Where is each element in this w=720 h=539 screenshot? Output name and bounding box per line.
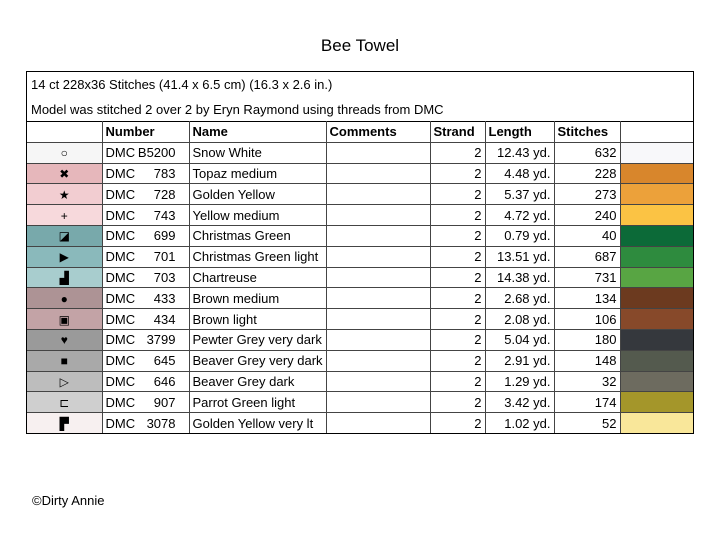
stitches-cell: 174 xyxy=(554,392,620,413)
table-row xyxy=(27,329,693,350)
color-swatch xyxy=(620,205,693,226)
stitches-cell: 134 xyxy=(554,288,620,309)
length-cell: 4.48 yd. xyxy=(485,163,554,184)
table-row xyxy=(27,392,693,413)
header-name: Name xyxy=(189,122,326,143)
number-cell xyxy=(102,413,189,433)
number-cell xyxy=(102,205,189,226)
thread-name: Beaver Grey dark xyxy=(189,371,326,392)
heart-icon: ♥ xyxy=(60,333,68,348)
filled-circle-icon: ● xyxy=(60,291,68,306)
number-cell xyxy=(102,288,189,309)
stitches-cell: 687 xyxy=(554,246,620,267)
thread-number: 701 xyxy=(153,249,176,265)
color-swatch xyxy=(620,163,693,184)
strand-cell: 2 xyxy=(430,350,485,371)
thread-name: Golden Yellow very lt xyxy=(189,413,326,433)
thread-name: Beaver Grey very dark xyxy=(189,350,326,371)
comments-cell xyxy=(326,267,430,288)
thread-name: Christmas Green xyxy=(189,225,326,246)
brand-label: DMC xyxy=(105,415,136,431)
strand-cell: 2 xyxy=(430,392,485,413)
outline-triangle-right-icon: ▷ xyxy=(59,374,69,389)
brand-label: DMC xyxy=(105,373,136,389)
stitches-cell: 731 xyxy=(554,267,620,288)
symbol-cell xyxy=(27,309,102,330)
number-cell xyxy=(102,267,189,288)
table-row xyxy=(27,142,693,163)
stitches-cell: 52 xyxy=(554,413,620,433)
brand-label: DMC xyxy=(105,394,136,410)
symbol-cell xyxy=(27,267,102,288)
header-strand: Strand xyxy=(430,122,485,143)
number-cell xyxy=(102,329,189,350)
comments-cell xyxy=(326,371,430,392)
half-filled-square-icon: ◪ xyxy=(58,229,70,244)
length-cell: 13.51 yd. xyxy=(485,246,554,267)
strand-cell: 2 xyxy=(430,329,485,350)
thread-name: Brown medium xyxy=(189,288,326,309)
thread-number: 743 xyxy=(153,207,176,223)
strand-cell: 2 xyxy=(430,163,485,184)
table-row xyxy=(27,184,693,205)
thread-name: Snow White xyxy=(189,142,326,163)
length-cell: 5.04 yd. xyxy=(485,329,554,350)
chart-title: Bee Towel xyxy=(320,36,400,55)
table-row xyxy=(27,205,693,226)
number-cell xyxy=(102,309,189,330)
thread-number: 433 xyxy=(153,290,176,306)
symbol-cell xyxy=(27,413,102,433)
table-row xyxy=(27,309,693,330)
model-credit-line: Model was stitched 2 over 2 by Eryn Raymond using threads from DMC xyxy=(31,102,444,117)
symbol-cell xyxy=(27,350,102,371)
thread-name: Christmas Green light xyxy=(189,246,326,267)
number-cell xyxy=(102,163,189,184)
number-cell xyxy=(102,371,189,392)
thread-number: 434 xyxy=(153,311,176,327)
table-row xyxy=(27,267,693,288)
circle-outline-icon: ○ xyxy=(60,146,68,161)
comments-cell xyxy=(326,142,430,163)
thread-name: Yellow medium xyxy=(189,205,326,226)
symbol-cell xyxy=(27,225,102,246)
stitches-cell: 632 xyxy=(554,142,620,163)
thread-number: B5200 xyxy=(137,145,176,161)
thread-name: Brown light xyxy=(189,309,326,330)
corner-block-icon: ▛ xyxy=(59,416,69,431)
comments-cell xyxy=(326,413,430,433)
comments-cell xyxy=(326,288,430,309)
brand-label: DMC xyxy=(105,186,136,202)
bracket-shape-icon: ⊏ xyxy=(59,395,70,410)
comments-cell xyxy=(326,163,430,184)
strand-cell: 2 xyxy=(430,371,485,392)
filled-square-icon: ■ xyxy=(60,354,68,369)
length-cell: 2.08 yd. xyxy=(485,309,554,330)
stitches-cell: 273 xyxy=(554,184,620,205)
strand-cell: 2 xyxy=(430,288,485,309)
length-cell: 2.91 yd. xyxy=(485,350,554,371)
color-swatch xyxy=(620,413,693,433)
strand-cell: 2 xyxy=(430,205,485,226)
thread-number: 728 xyxy=(153,186,176,202)
thread-number: 699 xyxy=(153,228,176,244)
brand-label: DMC xyxy=(105,249,136,265)
brand-label: DMC xyxy=(105,332,136,348)
brand-label: DMC xyxy=(105,145,136,161)
header-symbol xyxy=(27,122,102,143)
strand-cell: 2 xyxy=(430,309,485,330)
table-row xyxy=(27,413,693,433)
number-cell xyxy=(102,246,189,267)
symbol-cell xyxy=(27,205,102,226)
color-swatch xyxy=(620,288,693,309)
comments-cell xyxy=(326,246,430,267)
color-swatch xyxy=(620,225,693,246)
plus-icon: + xyxy=(60,208,68,223)
number-cell xyxy=(102,225,189,246)
comments-cell xyxy=(326,392,430,413)
symbol-cell xyxy=(27,163,102,184)
strand-cell: 2 xyxy=(430,225,485,246)
strand-cell: 2 xyxy=(430,142,485,163)
symbol-cell xyxy=(27,392,102,413)
table-row xyxy=(27,225,693,246)
color-swatch xyxy=(620,267,693,288)
color-swatch xyxy=(620,371,693,392)
length-cell: 2.68 yd. xyxy=(485,288,554,309)
thread-table xyxy=(27,121,693,433)
number-cell xyxy=(102,142,189,163)
strand-cell: 2 xyxy=(430,246,485,267)
color-swatch xyxy=(620,329,693,350)
square-with-dot-icon: ▣ xyxy=(58,312,70,327)
thread-number: 3078 xyxy=(146,415,176,431)
length-cell: 5.37 yd. xyxy=(485,184,554,205)
brand-label: DMC xyxy=(105,311,136,327)
strand-cell: 2 xyxy=(430,413,485,433)
comments-cell xyxy=(326,329,430,350)
brand-label: DMC xyxy=(105,353,136,369)
stitches-cell: 180 xyxy=(554,329,620,350)
thread-name: Topaz medium xyxy=(189,163,326,184)
length-cell: 1.02 yd. xyxy=(485,413,554,433)
stitches-cell: 106 xyxy=(554,309,620,330)
table-row xyxy=(27,371,693,392)
symbol-cell xyxy=(27,288,102,309)
thread-number: 703 xyxy=(153,269,176,285)
brand-label: DMC xyxy=(105,290,136,306)
heavy-x-icon: ✖ xyxy=(59,166,70,181)
fabric-size-line: 14 ct 228x36 Stitches (41.4 x 6.5 cm) (16.3 x 2.6 in.) xyxy=(31,77,333,92)
thread-number: 646 xyxy=(153,373,176,389)
symbol-cell xyxy=(27,371,102,392)
comments-cell xyxy=(326,225,430,246)
copyright-footer: ©Dirty Annie xyxy=(32,493,105,508)
thread-number: 783 xyxy=(153,165,176,181)
color-swatch xyxy=(620,142,693,163)
length-cell: 4.72 yd. xyxy=(485,205,554,226)
stitches-cell: 40 xyxy=(554,225,620,246)
thread-name: Parrot Green light xyxy=(189,392,326,413)
comments-cell xyxy=(326,184,430,205)
stitches-cell: 228 xyxy=(554,163,620,184)
stepped-block-icon: ▟ xyxy=(59,270,69,285)
thread-number: 3799 xyxy=(146,332,176,348)
strand-cell: 2 xyxy=(430,267,485,288)
table-row xyxy=(27,246,693,267)
number-cell xyxy=(102,184,189,205)
comments-cell xyxy=(326,309,430,330)
strand-cell: 2 xyxy=(430,184,485,205)
table-row xyxy=(27,288,693,309)
color-swatch xyxy=(620,309,693,330)
color-swatch xyxy=(620,350,693,371)
header-comments: Comments xyxy=(326,122,430,143)
stitches-cell: 32 xyxy=(554,371,620,392)
symbol-cell xyxy=(27,246,102,267)
number-cell xyxy=(102,392,189,413)
table-row xyxy=(27,350,693,371)
stitches-cell: 148 xyxy=(554,350,620,371)
length-cell: 3.42 yd. xyxy=(485,392,554,413)
header-number: Number xyxy=(102,122,189,143)
table-header-row xyxy=(27,122,693,143)
stitches-cell: 240 xyxy=(554,205,620,226)
header-color xyxy=(620,122,693,143)
length-cell: 1.29 yd. xyxy=(485,371,554,392)
color-swatch xyxy=(620,246,693,267)
brand-label: DMC xyxy=(105,165,136,181)
thread-number: 645 xyxy=(153,353,176,369)
header-length: Length xyxy=(485,122,554,143)
thread-name: Chartreuse xyxy=(189,267,326,288)
brand-label: DMC xyxy=(105,228,136,244)
filled-triangle-right-icon: ▶ xyxy=(59,250,69,265)
number-cell xyxy=(102,350,189,371)
color-swatch xyxy=(620,392,693,413)
brand-label: DMC xyxy=(105,269,136,285)
comments-cell xyxy=(326,350,430,371)
symbol-cell xyxy=(27,184,102,205)
symbol-cell xyxy=(27,142,102,163)
brand-label: DMC xyxy=(105,207,136,223)
thread-name: Pewter Grey very dark xyxy=(189,329,326,350)
table-row xyxy=(27,163,693,184)
symbol-cell xyxy=(27,329,102,350)
header-stitches: Stitches xyxy=(554,122,620,143)
thread-number: 907 xyxy=(153,394,176,410)
length-cell: 14.38 yd. xyxy=(485,267,554,288)
color-swatch xyxy=(620,184,693,205)
comments-cell xyxy=(326,205,430,226)
length-cell: 12.43 yd. xyxy=(485,142,554,163)
star-icon: ★ xyxy=(58,187,70,202)
length-cell: 0.79 yd. xyxy=(485,225,554,246)
thread-key-sheet xyxy=(26,71,694,434)
thread-name: Golden Yellow xyxy=(189,184,326,205)
